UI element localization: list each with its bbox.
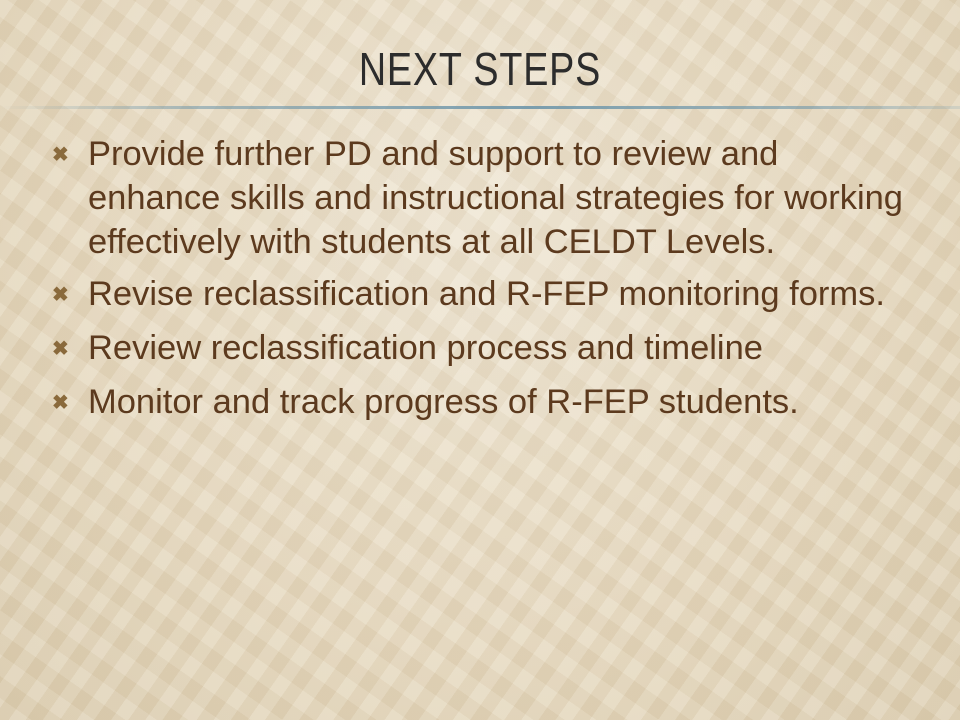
- bullet-item: [52, 272, 912, 318]
- bullet-item: [52, 380, 912, 426]
- bullet-text: Revise reclassification and R-FEP monitoring forms.: [88, 275, 885, 313]
- slide-title: NEXT STEPS: [358, 43, 602, 95]
- bullet-text: Monitor and track progress of R-FEP students.: [88, 383, 799, 421]
- title-underline: [0, 106, 960, 109]
- bullet-text: Review reclassification process and timeline: [88, 329, 763, 367]
- bullet-item: [52, 326, 912, 372]
- bullet-text: Provide further PD and support to review and enhance skills and instructional strategies for working effectively with students at all CELDT Levels.: [88, 135, 903, 261]
- bullet-x-icon: ✖: [52, 144, 69, 166]
- bullet-x-icon: ✖: [52, 392, 69, 414]
- bullet-list: [52, 132, 912, 434]
- bullet-item: [52, 132, 912, 264]
- bullet-x-icon: ✖: [52, 284, 69, 306]
- bullet-x-icon: ✖: [52, 338, 69, 360]
